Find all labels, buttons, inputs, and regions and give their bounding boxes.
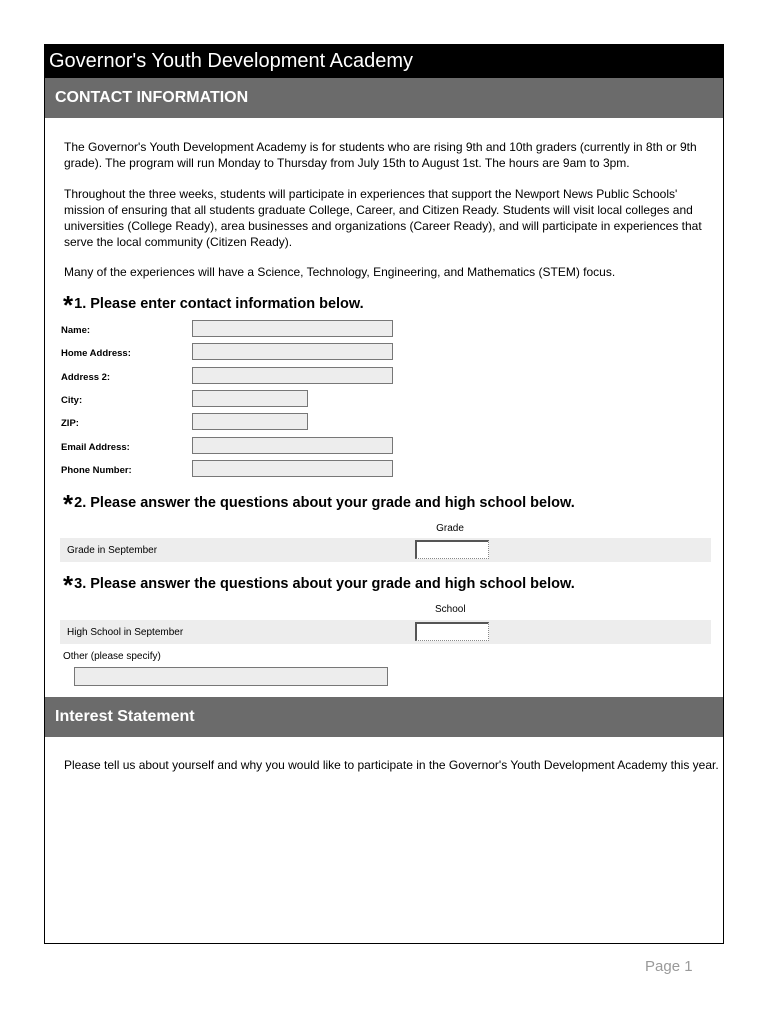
intro-paragraph-1: The Governor's Youth Development Academy is for students who are rising 9th and 10th graders (currently in 8th or 9th grade). The program will run Monday to Thursday from July 15th to August 1st. The hours are 9am to 3pm.: [64, 140, 697, 170]
school-select[interactable]: [415, 622, 489, 641]
question-2-title: [63, 489, 575, 520]
intro-paragraph-3: Many of the experiences will have a Science, Technology, Engineering, and Mathematics (STEM) focus.: [64, 265, 616, 279]
other-specify-input[interactable]: [74, 667, 388, 686]
intro-paragraph-2: Throughout the three weeks, students will participate in experiences that support the Newport News Public Schools' mission of ensuring that all students graduate College, Career, and Citizen Ready. Students will visit local colleges and universities (College Ready), area businesses and organizations (Career Ready), and will participate in experiences that serve the local community (Citizen Ready).: [64, 187, 702, 249]
interest-paragraph: Please tell us about yourself and why you would like to participate in the Governor's Youth Development Academy this year.: [64, 758, 719, 772]
name-label: Name:: [61, 325, 91, 336]
email-address-label: Email Address:: [61, 442, 130, 453]
home-address-input[interactable]: [192, 343, 393, 360]
phone-number-label: Phone Number:: [61, 465, 132, 476]
question-3-text: 3. Please answer the questions about your grade and high school below.: [74, 576, 575, 592]
address-2-input[interactable]: [192, 367, 393, 384]
survey-page-frame: [44, 44, 724, 944]
interest-section-heading: Interest Statement: [45, 697, 723, 737]
required-asterisk-icon: *: [63, 570, 74, 600]
question-1-title: [63, 290, 364, 321]
address-2-label: Address 2:: [61, 372, 111, 383]
city-input[interactable]: [192, 390, 308, 407]
grade-row: [60, 538, 711, 562]
grade-select[interactable]: [415, 540, 489, 559]
contact-section-heading: CONTACT INFORMATION: [45, 78, 723, 118]
home-address-label: Home Address:: [61, 348, 131, 359]
zip-input[interactable]: [192, 413, 308, 430]
question-3-title: [63, 570, 575, 601]
required-asterisk-icon: *: [63, 290, 74, 320]
question-2-text: 2. Please answer the questions about your grade and high school below.: [74, 495, 575, 511]
grade-row-label: Grade in September: [67, 545, 158, 556]
city-label: City:: [61, 395, 83, 406]
school-row: [60, 620, 711, 644]
zip-label: ZIP:: [61, 418, 79, 429]
school-column-header: School: [435, 604, 466, 615]
phone-number-input[interactable]: [192, 460, 393, 477]
page-number: Page 1: [645, 958, 693, 975]
survey-title: Governor's Youth Development Academy: [45, 45, 723, 78]
grade-column-header: Grade: [436, 523, 464, 534]
required-asterisk-icon: *: [63, 489, 74, 519]
email-address-input[interactable]: [192, 437, 393, 454]
name-input[interactable]: [192, 320, 393, 337]
question-1-text: 1. Please enter contact information below.: [74, 296, 364, 312]
school-row-label: High School in September: [67, 627, 184, 638]
other-specify-label: Other (please specify): [63, 651, 161, 662]
